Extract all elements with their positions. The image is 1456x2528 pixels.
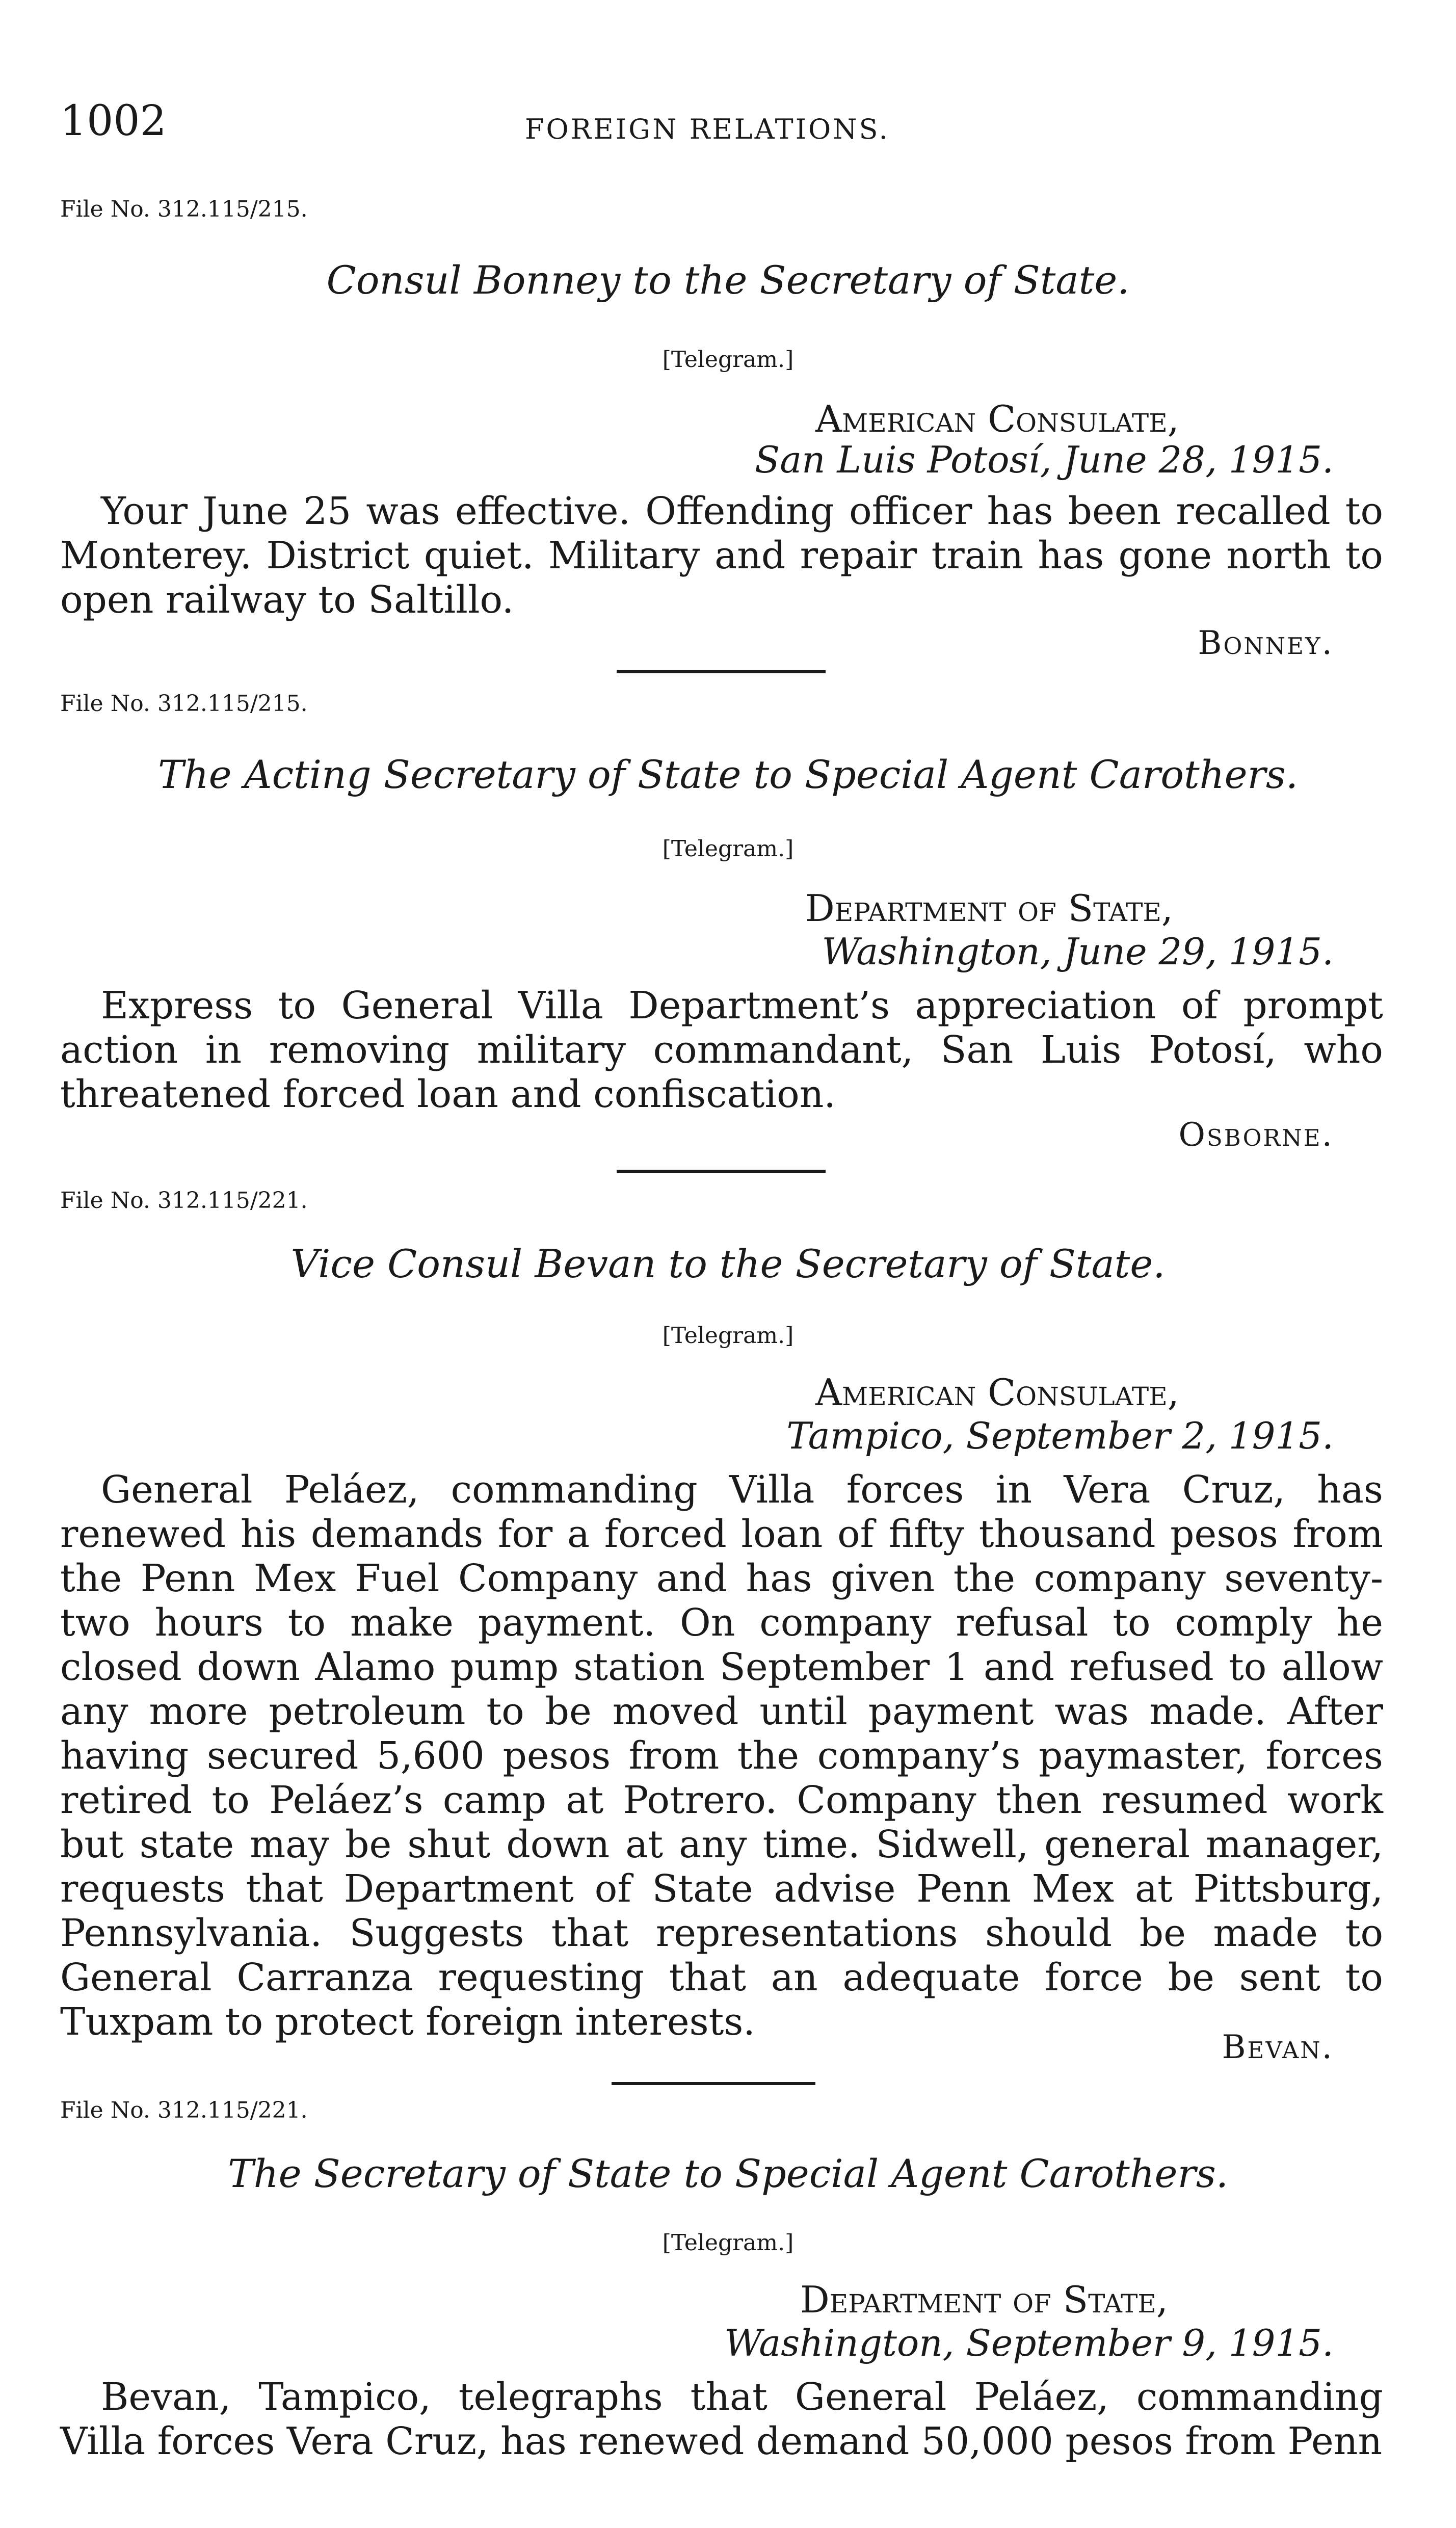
message-body: Bevan, Tampico, telegraphs that General Peláez, commanding Villa forces Vera Cruz, has renewed demand 50,000 pesos from Penn	[60, 2375, 1383, 2463]
sender-office: Department of State,	[805, 887, 1173, 930]
telegram-label: [Telegram.]	[662, 347, 794, 373]
document-title: Vice Consul Bevan to the Secretary of State.	[290, 1241, 1166, 1286]
sender-office: Department of State,	[800, 2278, 1168, 2321]
page-number: 1002	[60, 97, 167, 145]
running-head: FOREIGN RELATIONS.	[525, 113, 890, 145]
dateline-date: , September 2, 1915.	[942, 1414, 1334, 1457]
dateline-date: , June 29, 1915.	[1040, 930, 1334, 973]
section-divider	[612, 2082, 815, 2085]
sender-office: American Consulate,	[815, 1371, 1179, 1414]
file-number: File No. 312.115/215.	[60, 196, 308, 222]
document-title: Consul Bonney to the Secretary of State.	[326, 257, 1130, 303]
section-divider	[617, 1170, 826, 1173]
dateline-place: Tampico	[786, 1414, 943, 1457]
signature: Bonney.	[1198, 624, 1334, 662]
telegram-label: [Telegram.]	[662, 1323, 794, 1349]
file-number: File No. 312.115/221.	[60, 1188, 308, 1214]
telegram-label: [Telegram.]	[662, 836, 794, 862]
message-body: General Peláez, commanding Villa forces in Vera Cruz, has renewed his demands for a forced loan of fifty thousand pesos from the Penn Mex Fuel Company and has given the company seventy-two hours to make payment. On company refusal to comply he closed down Alamo pump station September 1 and refused to allow any more petroleum to be moved until payment was made. After having secured 5,600 pesos from the company’s paymaster, forces retired to Peláez’s camp at Potrero. Company then resumed work but state may be shut down at any time. Sidwell, general manager, requests that Department of State advise Penn Mex at Pittsburg, Pennsylvania. Suggests that representations should be made to General Carranza requesting that an adequate force be sent to Tuxpam to protect foreign interests.	[60, 1468, 1383, 2044]
dateline-date: , June 28, 1915.	[1040, 438, 1334, 481]
message-body: Express to General Villa Department’s appreciation of prompt action in removing military commandant, San Luis Potosí, who threatened forced loan and confiscation.	[60, 984, 1383, 1116]
signature: Osborne.	[1178, 1116, 1334, 1154]
document-title: The Secretary of State to Special Agent Carothers.	[227, 2151, 1229, 2196]
sender-office: American Consulate,	[815, 398, 1179, 440]
file-number: File No. 312.115/215.	[60, 691, 308, 717]
dateline-place: Washington	[724, 2322, 943, 2364]
dateline	[822, 930, 1334, 973]
dateline	[725, 2322, 1334, 2364]
dateline	[786, 1414, 1334, 1457]
document-title: The Acting Secretary of State to Special Agent Carothers.	[157, 752, 1299, 797]
message-body: Your June 25 was effective. Offending officer has been recalled to Monterey. District quiet. Military and repair train has gone north to open railway to Saltillo.	[60, 489, 1383, 622]
signature: Bevan.	[1222, 2029, 1334, 2066]
dateline-place: San Luis Potosí	[754, 438, 1040, 481]
dateline-place: Washington	[822, 930, 1040, 973]
dateline-date: , September 9, 1915.	[942, 2322, 1334, 2364]
file-number: File No. 312.115/221.	[60, 2097, 308, 2123]
telegram-label: [Telegram.]	[662, 2230, 794, 2256]
dateline	[755, 438, 1334, 481]
section-divider	[617, 670, 826, 673]
